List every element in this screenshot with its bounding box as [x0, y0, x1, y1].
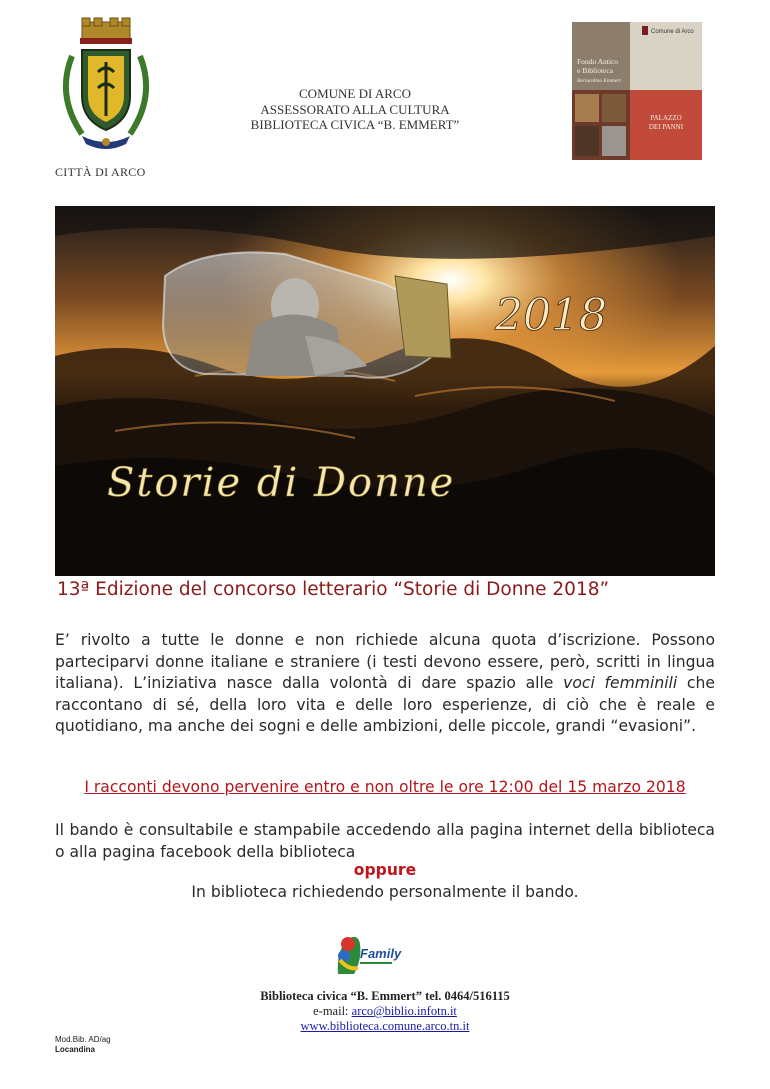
city-name: CITTÀ DI ARCO — [55, 165, 146, 179]
header-line: ASSESSORATO ALLA CULTURA — [260, 101, 450, 117]
description-paragraph — [55, 630, 715, 738]
module-code-line: Mod.Bib. AD/ag — [55, 1035, 111, 1044]
contest-headline — [57, 579, 609, 600]
cover-title: Fondo Antico — [577, 57, 619, 66]
library-request-line: In biblioteca richiedendo personalmente il bando. — [191, 883, 579, 901]
para-text: E’ rivolto a tutte le donne e non richiede alcuna quota d’iscrizione. Possono parteciparvi donne italiane e straniere (i testi devono essere, però, scritti in lingua italiana). L’iniziativa nasce dalla volontà di dare spazio alle — [55, 631, 715, 692]
city-crest-logo — [52, 16, 162, 156]
email-label: e-mail: — [313, 1004, 352, 1018]
banner-title: Storie di Donne — [107, 460, 456, 506]
headline-prefix: 13ª Edizione del concorso letterario “ — [57, 579, 404, 600]
cover-subtitle: Bernardino Emmert — [577, 78, 621, 84]
book-cover-image — [572, 22, 702, 160]
oppure-label: oppure — [353, 861, 417, 879]
family-logo-label: Family — [360, 946, 402, 961]
para-emphasis: voci femminili — [563, 674, 678, 692]
institution-header — [200, 86, 510, 133]
module-code — [55, 1035, 111, 1055]
deadline-notice: I racconti devono pervenire entro e non oltre le ore 12:00 del 15 marzo 2018 — [84, 778, 686, 796]
module-code-type: Locandina — [55, 1045, 96, 1054]
cover-publisher: Comune di Arco — [651, 29, 694, 35]
footer-library-phone: Biblioteca civica “B. Emmert” tel. 0464/516115 — [260, 989, 510, 1003]
para-text: che raccontano di sé, della loro vita e delle loro esperienze, di ciò che è reale e quotidiano, ma anche dei sogni e delle ambizioni, delle piccole, grandi “evasioni”. — [55, 674, 715, 735]
footer-contacts — [180, 989, 590, 1034]
family-logo — [332, 930, 402, 978]
bando-paragraph: Il bando è consultabile e stampabile accedendo alla pagina internet della biblioteca o alla pagina facebook della biblioteca — [55, 821, 715, 861]
cover-location: DEI PANNI — [648, 123, 684, 131]
cover-title: e Biblioteca — [577, 66, 614, 75]
website-link[interactable]: www.biblioteca.comune.arco.tn.it — [300, 1019, 470, 1033]
headline-title: Storie di Donne 2018 — [403, 579, 600, 600]
headline-suffix: ” — [599, 579, 610, 600]
email-link[interactable]: arco@biblio.infotn.it — [351, 1004, 457, 1018]
header-line: COMUNE DI ARCO — [299, 86, 411, 101]
banner-image — [55, 206, 715, 576]
footer-email-line — [180, 1004, 590, 1019]
cover-location: PALAZZO — [650, 114, 682, 122]
header-line: BIBLIOTECA CIVICA “B. EMMERT” — [250, 117, 460, 132]
banner-year: 2018 — [495, 290, 607, 341]
